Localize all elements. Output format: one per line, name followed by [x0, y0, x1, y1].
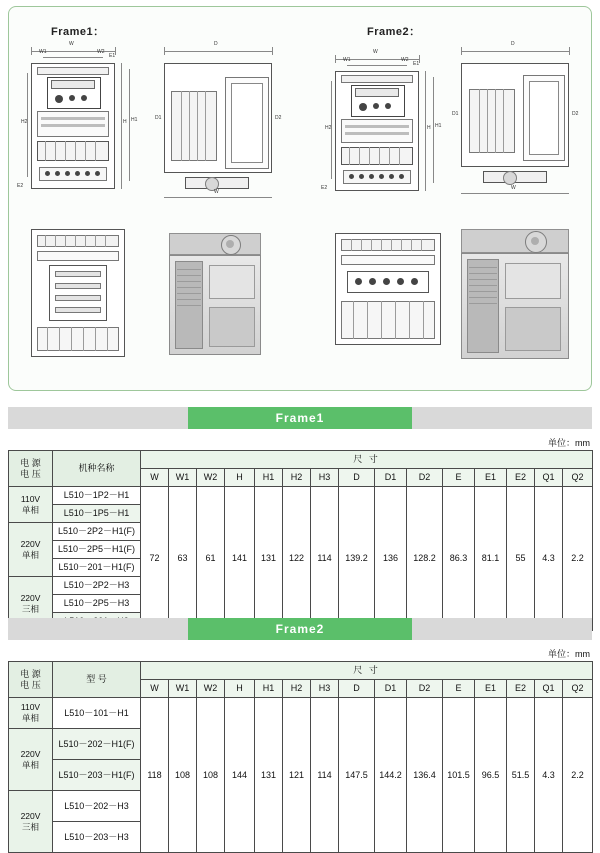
- power-group-110v-1p: [9, 487, 53, 523]
- value-D: 147.5: [339, 698, 375, 853]
- model-cell: L510－2P5－H1(F): [53, 541, 141, 559]
- power-line1: 220V: [20, 538, 41, 549]
- value-D1: 144.2: [375, 698, 407, 853]
- col-W2: W2: [197, 680, 225, 698]
- col-E1: E1: [475, 469, 507, 487]
- value-H3: 114: [311, 487, 339, 631]
- col-D1: D1: [375, 469, 407, 487]
- value-E: 86.3: [443, 487, 475, 631]
- value-D: 139.2: [339, 487, 375, 631]
- col-Q1: Q1: [535, 469, 563, 487]
- table-header-row: [9, 451, 593, 469]
- frame1-section-label: Frame1: [188, 407, 412, 429]
- power-line1: 110V: [20, 702, 41, 712]
- power-header: [9, 662, 53, 698]
- value-E2: 55: [507, 487, 535, 631]
- frame1-drawing-title: Frame1：: [51, 26, 105, 38]
- power-line2: 三相: [21, 821, 39, 832]
- value-H3: 114: [311, 698, 339, 853]
- col-E2: E2: [507, 680, 535, 698]
- power-group-110v-1p: [9, 698, 53, 729]
- col-H: H: [225, 469, 255, 487]
- value-Q1: 4.3: [535, 487, 563, 631]
- power-header-line2: 电 压: [20, 468, 41, 479]
- col-E1: E1: [475, 680, 507, 698]
- value-E1: 81.1: [475, 487, 507, 631]
- model-cell: L510－203－H1(F): [53, 760, 141, 791]
- value-Q2: 2.2: [563, 698, 593, 853]
- frame2-section-label: Frame2: [188, 618, 412, 640]
- col-H1: H1: [255, 469, 283, 487]
- drawing-panel: Frame1： Frame2： W W1 W2 H H1 H2 E1 E2 D W D1 D2 W W1 W2 H H1 H2 E1 E2 D W D1 D2: [8, 6, 592, 391]
- model-cell: L510－1P2－H1: [53, 487, 141, 505]
- value-W1: 108: [169, 698, 197, 853]
- col-W1: W1: [169, 680, 197, 698]
- model-cell: L510－2P2－H1(F): [53, 523, 141, 541]
- value-W1: 63: [169, 487, 197, 631]
- frame2-unit-label: 单位：mm: [548, 649, 590, 659]
- col-H: H: [225, 680, 255, 698]
- power-header-line1: 电 源: [20, 457, 41, 468]
- model-cell: L510－1P5－H1: [53, 505, 141, 523]
- col-Q2: Q2: [563, 680, 593, 698]
- value-D1: 136: [375, 487, 407, 631]
- value-E: 101.5: [443, 698, 475, 853]
- power-line1: 220V: [20, 810, 41, 821]
- value-E2: 51.5: [507, 698, 535, 853]
- value-W2: 108: [197, 698, 225, 853]
- col-D2: D2: [407, 469, 443, 487]
- value-Q2: 2.2: [563, 487, 593, 631]
- model-cell: L510－202－H3: [53, 791, 141, 822]
- model-cell: L510－201－H1(F): [53, 559, 141, 577]
- power-line2: 单相: [21, 549, 39, 560]
- col-Q1: Q1: [535, 680, 563, 698]
- value-H: 141: [225, 487, 255, 631]
- value-H2: 121: [283, 698, 311, 853]
- power-group-220v-1p: [9, 729, 53, 791]
- value-W: 72: [141, 487, 169, 631]
- col-E2: E2: [507, 469, 535, 487]
- power-line2: 三相: [21, 603, 39, 614]
- frame2-section-bar: [8, 618, 592, 640]
- col-W: W: [141, 469, 169, 487]
- model-header: 型 号: [53, 662, 141, 698]
- power-line2: 单相: [21, 713, 39, 723]
- power-group-220v-3p: [9, 791, 53, 853]
- col-E: E: [443, 469, 475, 487]
- model-header: 机种名称: [53, 451, 141, 487]
- col-D: D: [339, 469, 375, 487]
- col-H3: H3: [311, 469, 339, 487]
- model-cell: L510－2P5－H3: [53, 595, 141, 613]
- power-header-line2: 电 压: [20, 679, 41, 690]
- table-header-row: [9, 662, 593, 680]
- model-cell: L510－101－H1: [53, 698, 141, 729]
- value-H1: 131: [255, 487, 283, 631]
- value-W: 118: [141, 698, 169, 853]
- frame1-section-bar: [8, 407, 592, 429]
- col-W: W: [141, 680, 169, 698]
- value-D2: 136.4: [407, 698, 443, 853]
- value-W2: 61: [197, 487, 225, 631]
- power-line1: 220V: [20, 592, 41, 603]
- dimension-header: 尺 寸: [141, 662, 593, 680]
- col-D: D: [339, 680, 375, 698]
- col-E: E: [443, 680, 475, 698]
- power-line2: 单相: [21, 504, 39, 515]
- power-header-line1: 电 源: [20, 668, 41, 679]
- dimension-header: 尺 寸: [141, 451, 593, 469]
- model-cell: L510－203－H3: [53, 822, 141, 853]
- col-H2: H2: [283, 469, 311, 487]
- value-H1: 131: [255, 698, 283, 853]
- model-cell: L510－2P2－H3: [53, 577, 141, 595]
- table-row: [9, 698, 593, 729]
- col-D1: D1: [375, 680, 407, 698]
- frame2-spec-table: [8, 661, 593, 853]
- power-line2: 单相: [21, 759, 39, 770]
- col-H1: H1: [255, 680, 283, 698]
- col-H3: H3: [311, 680, 339, 698]
- value-H2: 122: [283, 487, 311, 631]
- frame2-drawing-title: Frame2：: [367, 26, 421, 38]
- frame1-spec-table: [8, 450, 593, 631]
- table-row: [9, 487, 593, 505]
- frame1-unit-label: 单位：mm: [548, 438, 590, 448]
- value-H: 144: [225, 698, 255, 853]
- value-Q1: 4.3: [535, 698, 563, 853]
- value-D2: 128.2: [407, 487, 443, 631]
- col-H2: H2: [283, 680, 311, 698]
- col-W2: W2: [197, 469, 225, 487]
- col-Q2: Q2: [563, 469, 593, 487]
- power-header: [9, 451, 53, 487]
- col-W1: W1: [169, 469, 197, 487]
- model-cell: L510－202－H1(F): [53, 729, 141, 760]
- power-line1: 220V: [20, 748, 41, 759]
- power-line1: 110V: [20, 493, 41, 504]
- value-E1: 96.5: [475, 698, 507, 853]
- col-D2: D2: [407, 680, 443, 698]
- power-group-220v-1p: [9, 523, 53, 577]
